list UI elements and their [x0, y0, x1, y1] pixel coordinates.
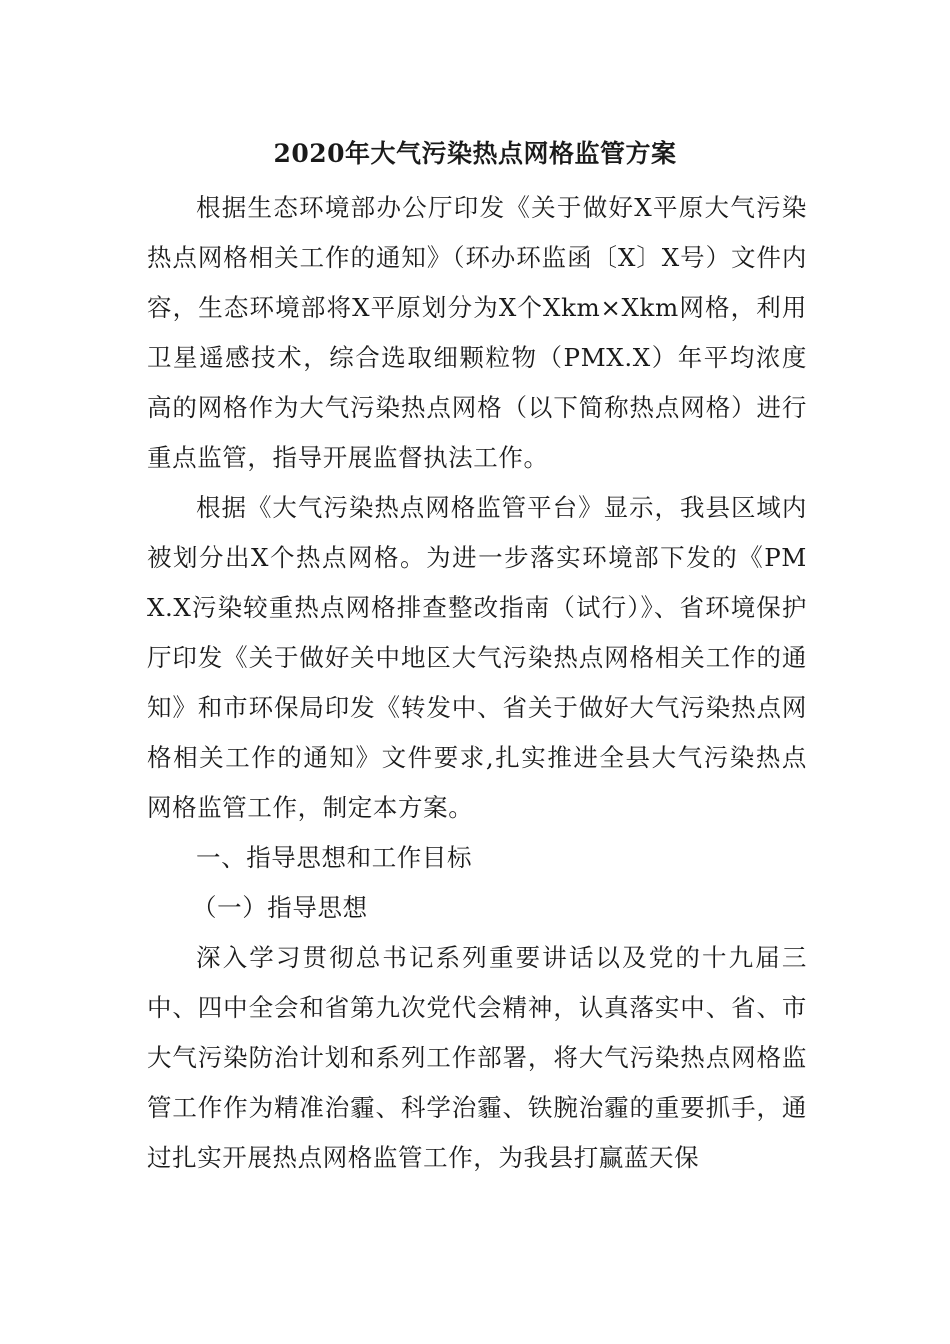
paragraph-3: 深入学习贯彻总书记系列重要讲话以及党的十九届三中、四中全会和省第九次党代会精神，认真落实中、省、市大气污染防治计划和系列工作部署，将大气污染热点网格监管工作作为精准治霾、科学治霾、铁腕治霾的重要抓手，通过扎实开展热点网格监管工作，为我县打赢蓝天保 — [147, 943, 807, 1172]
document-body — [147, 183, 807, 1183]
paragraph-1: 根据生态环境部办公厅印发《关于做好X平原大气污染热点网格相关工作的通知》（环办环监函〔X〕X号）文件内容，生态环境部将X平原划分为X个Xkm×Xkm网格，利用卫星遥感技术，综合选取细颗粒物（PMX.X）年平均浓度高的网格作为大气污染热点网格（以下简称热点网格）进行重点监管，指导开展监督执法工作。 — [147, 193, 807, 472]
paragraph-2: 根据《大气污染热点网格监管平台》显示，我县区域内被划分出X个热点网格。为进一步落实环境部下发的《PMX.X污染较重热点网格排查整改指南（试行）》、省环境保护厅印发《关于做好关中地区大气污染热点网格相关工作的通知》和市环保局印发《转发中、省关于做好大气污染热点网格相关工作的通知》文件要求,扎实推进全县大气污染热点网格监管工作，制定本方案。 — [147, 493, 807, 822]
document-title: 2020年大气污染热点网格监管方案 — [273, 139, 677, 168]
subsection-heading: （一）指导思想 — [192, 893, 368, 922]
section-heading: 一、指导思想和工作目标 — [196, 843, 473, 872]
